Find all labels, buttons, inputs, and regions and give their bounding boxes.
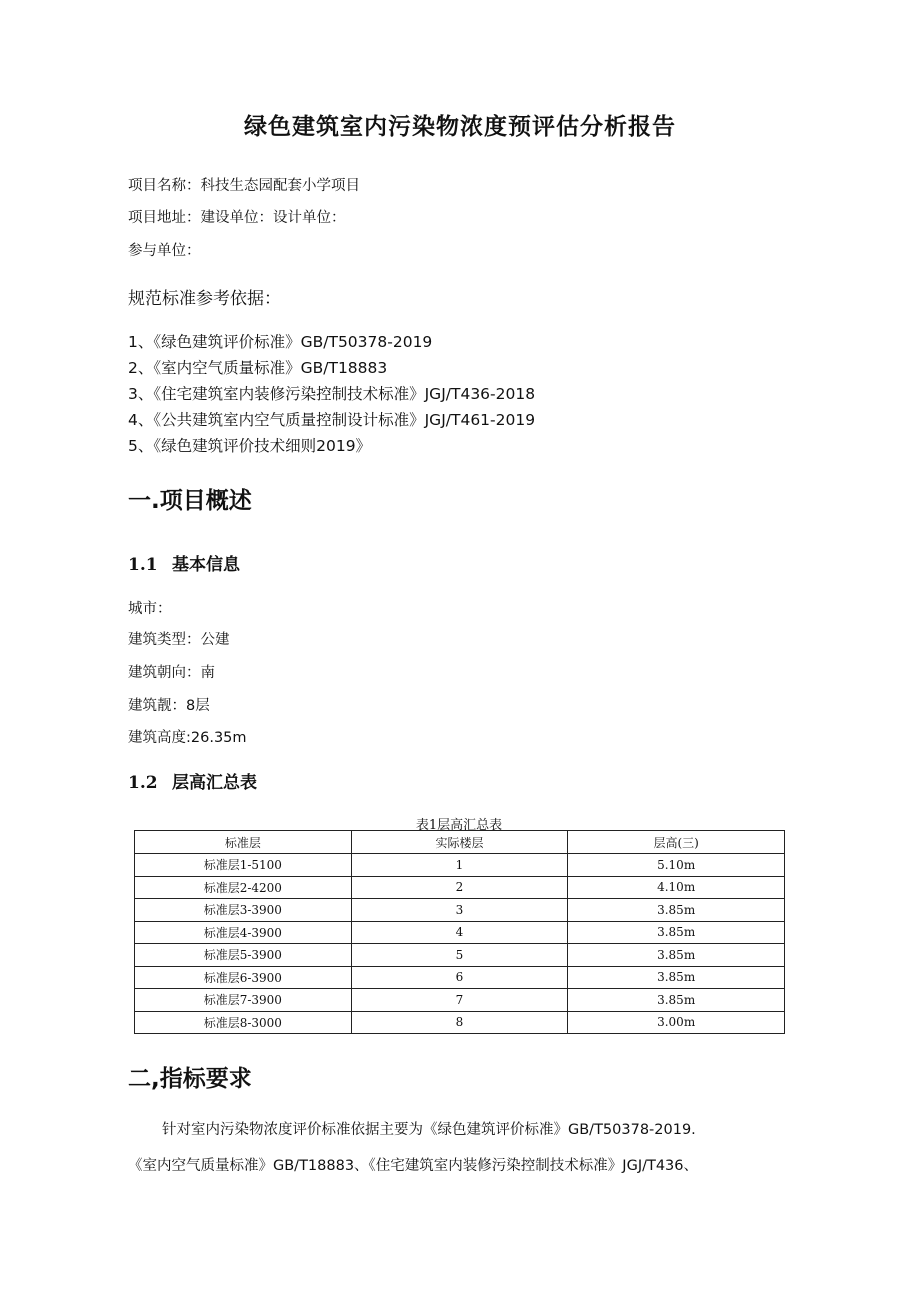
reference-item: 4、《公共建筑室内空气质量控制设计标准》JGJ/T461-2019 [128,411,536,429]
table-cell: 3.85m [568,921,785,944]
table-cell: 3.85m [568,966,785,989]
column-header: 实际楼层 [351,831,568,854]
table-cell: 4 [351,921,568,944]
info-height: 建筑高度:26.35m [128,730,247,746]
floor-height-table [134,830,785,1034]
table-cell: 3 [351,899,568,922]
table-row [135,1011,785,1034]
reference-item: 2、《室内空气质量标准》GB/T18883 [128,359,388,377]
project-name: 项目名称：科技生态园配套小学项目 [128,178,360,194]
table-row [135,921,785,944]
column-header: 标准层 [135,831,352,854]
reference-item: 5、《绿色建筑评价技术细则2019》 [128,437,372,455]
table-cell: 标准层4-3900 [135,921,352,944]
paragraph-line: 《室内空气质量标准》GB/T18883、《住宅建筑室内装修污染控制技术标准》JGJ/T436、 [128,1158,699,1174]
table-header-row [135,831,785,854]
subsection-basic-info [128,550,240,575]
subsection-number: 1.1 [128,555,158,575]
table-row [135,966,785,989]
info-floors: 建筑靓：8层 [128,698,210,714]
table-cell: 3.85m [568,899,785,922]
info-city: 城市： [128,601,172,617]
table-cell: 5.10m [568,854,785,877]
section1-heading: 一.项目概述 [128,488,252,514]
table-row [135,944,785,967]
table-cell: 标准层8-3000 [135,1011,352,1034]
table-cell: 标准层6-3900 [135,966,352,989]
table-cell: 标准层2-4200 [135,876,352,899]
table-cell: 3.00m [568,1011,785,1034]
table-cell: 标准层5-3900 [135,944,352,967]
table-cell: 1 [351,854,568,877]
subsection-title: 层高汇总表 [172,773,257,793]
reference-item: 1、《绿色建筑评价标准》GB/T50378-2019 [128,333,433,351]
table-cell: 标准层1-5100 [135,854,352,877]
table-row [135,899,785,922]
table-cell: 5 [351,944,568,967]
table-cell: 6 [351,966,568,989]
section2-heading: 二,指标要求 [128,1066,252,1092]
table-caption: 表1层高汇总表 [415,818,503,833]
table-cell: 标准层7-3900 [135,989,352,1012]
table-cell: 7 [351,989,568,1012]
table-row [135,854,785,877]
report-title: 绿色建筑室内污染物浓度预评估分析报告 [244,114,676,140]
info-orientation: 建筑朝向：南 [128,665,215,681]
paragraph-line: 针对室内污染物浓度评价标准依据主要为《绿色建筑评价标准》GB/T50378-2019. [162,1122,696,1138]
reference-item: 3、《住宅建筑室内装修污染控制技术标准》JGJ/T436-2018 [128,385,536,403]
table-cell: 8 [351,1011,568,1034]
project-address: 项目地址：建设单位：设计单位： [128,210,346,226]
references-heading: 规范标准参考依据： [128,289,281,309]
table-cell: 标准层3-3900 [135,899,352,922]
table-row [135,989,785,1012]
column-header: 层高(三) [568,831,785,854]
subsection-title: 基本信息 [172,555,240,575]
table-cell: 3.85m [568,944,785,967]
subsection-number: 1.2 [128,773,158,793]
subsection-floor-table [128,768,257,793]
table-cell: 2 [351,876,568,899]
project-participants: 参与单位： [128,243,201,259]
table-cell: 4.10m [568,876,785,899]
table-row [135,876,785,899]
info-building-type: 建筑类型：公建 [128,632,230,648]
table-cell: 3.85m [568,989,785,1012]
